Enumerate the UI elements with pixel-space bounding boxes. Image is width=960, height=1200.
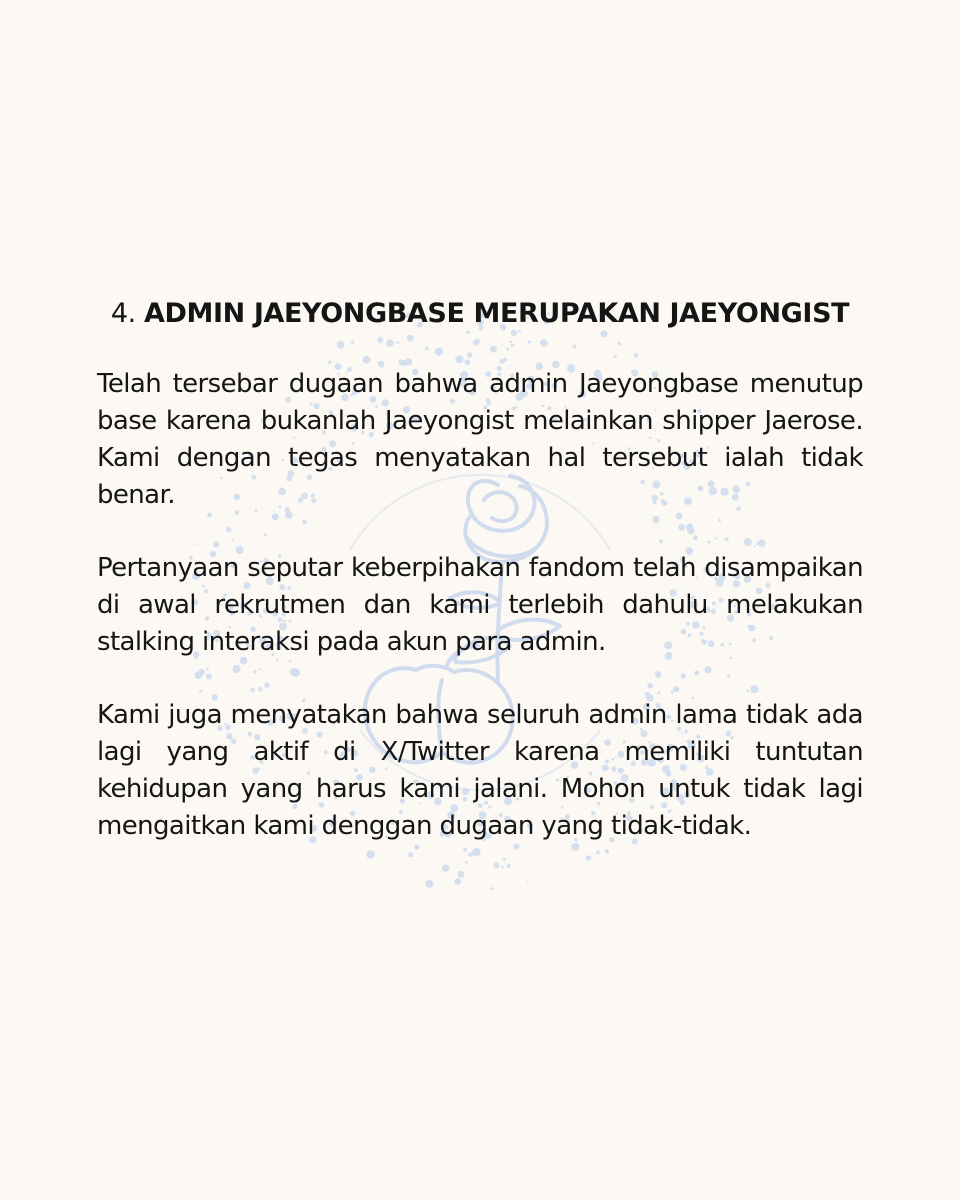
watermark-dot <box>501 866 504 869</box>
watermark-dot <box>596 851 600 855</box>
watermark-dot <box>366 850 374 858</box>
section-number: 4. <box>110 298 136 329</box>
paragraph-1: Telah tersebar dugaan bahwa admin Jaeyongbase menutup base karena bukanlah Jaeyongist melainkan shipper Jaerose. Kami dengan tegas menyatakan hal tersebut ialah tidak benar. <box>97 369 863 510</box>
watermark-dot <box>408 852 413 857</box>
watermark-dot <box>586 855 591 860</box>
watermark-dot <box>527 881 529 883</box>
watermark-dot <box>468 853 471 856</box>
paragraph-3: Kami juga menyatakan bahwa seluruh admin lama tidak ada lagi yang aktif di X/Twitter karena memiliki tuntutan kehidupan yang harus kami jalani. Mohon untuk tidak lagi mengaitkan kami denggan dugaan yang tidak-tidak. <box>97 700 863 841</box>
watermark-dot <box>425 880 433 888</box>
paragraph-2: Pertanyaan seputar keberpihakan fandom telah disampaikan di awal rekrutmen dan kami terlebih dahulu melakukan stalking interaksi pada akun para admin. <box>97 553 863 657</box>
watermark-dot <box>414 844 419 849</box>
watermark-dot <box>442 865 449 872</box>
watermark-dot <box>454 878 461 885</box>
section-title: ADMIN JAEYONGBASE MERUPAKAN JAEYONGIST <box>144 298 850 329</box>
watermark-dot <box>472 848 480 856</box>
watermark-dot <box>463 848 467 852</box>
watermark-dot <box>507 864 511 868</box>
watermark-dot <box>465 861 468 864</box>
section-heading <box>97 292 863 336</box>
watermark-dot <box>491 887 494 890</box>
watermark-dot <box>605 849 609 853</box>
watermark-dot <box>458 871 465 878</box>
announcement-body <box>97 292 863 845</box>
watermark-dot <box>503 858 506 861</box>
watermark-dot <box>494 862 500 868</box>
